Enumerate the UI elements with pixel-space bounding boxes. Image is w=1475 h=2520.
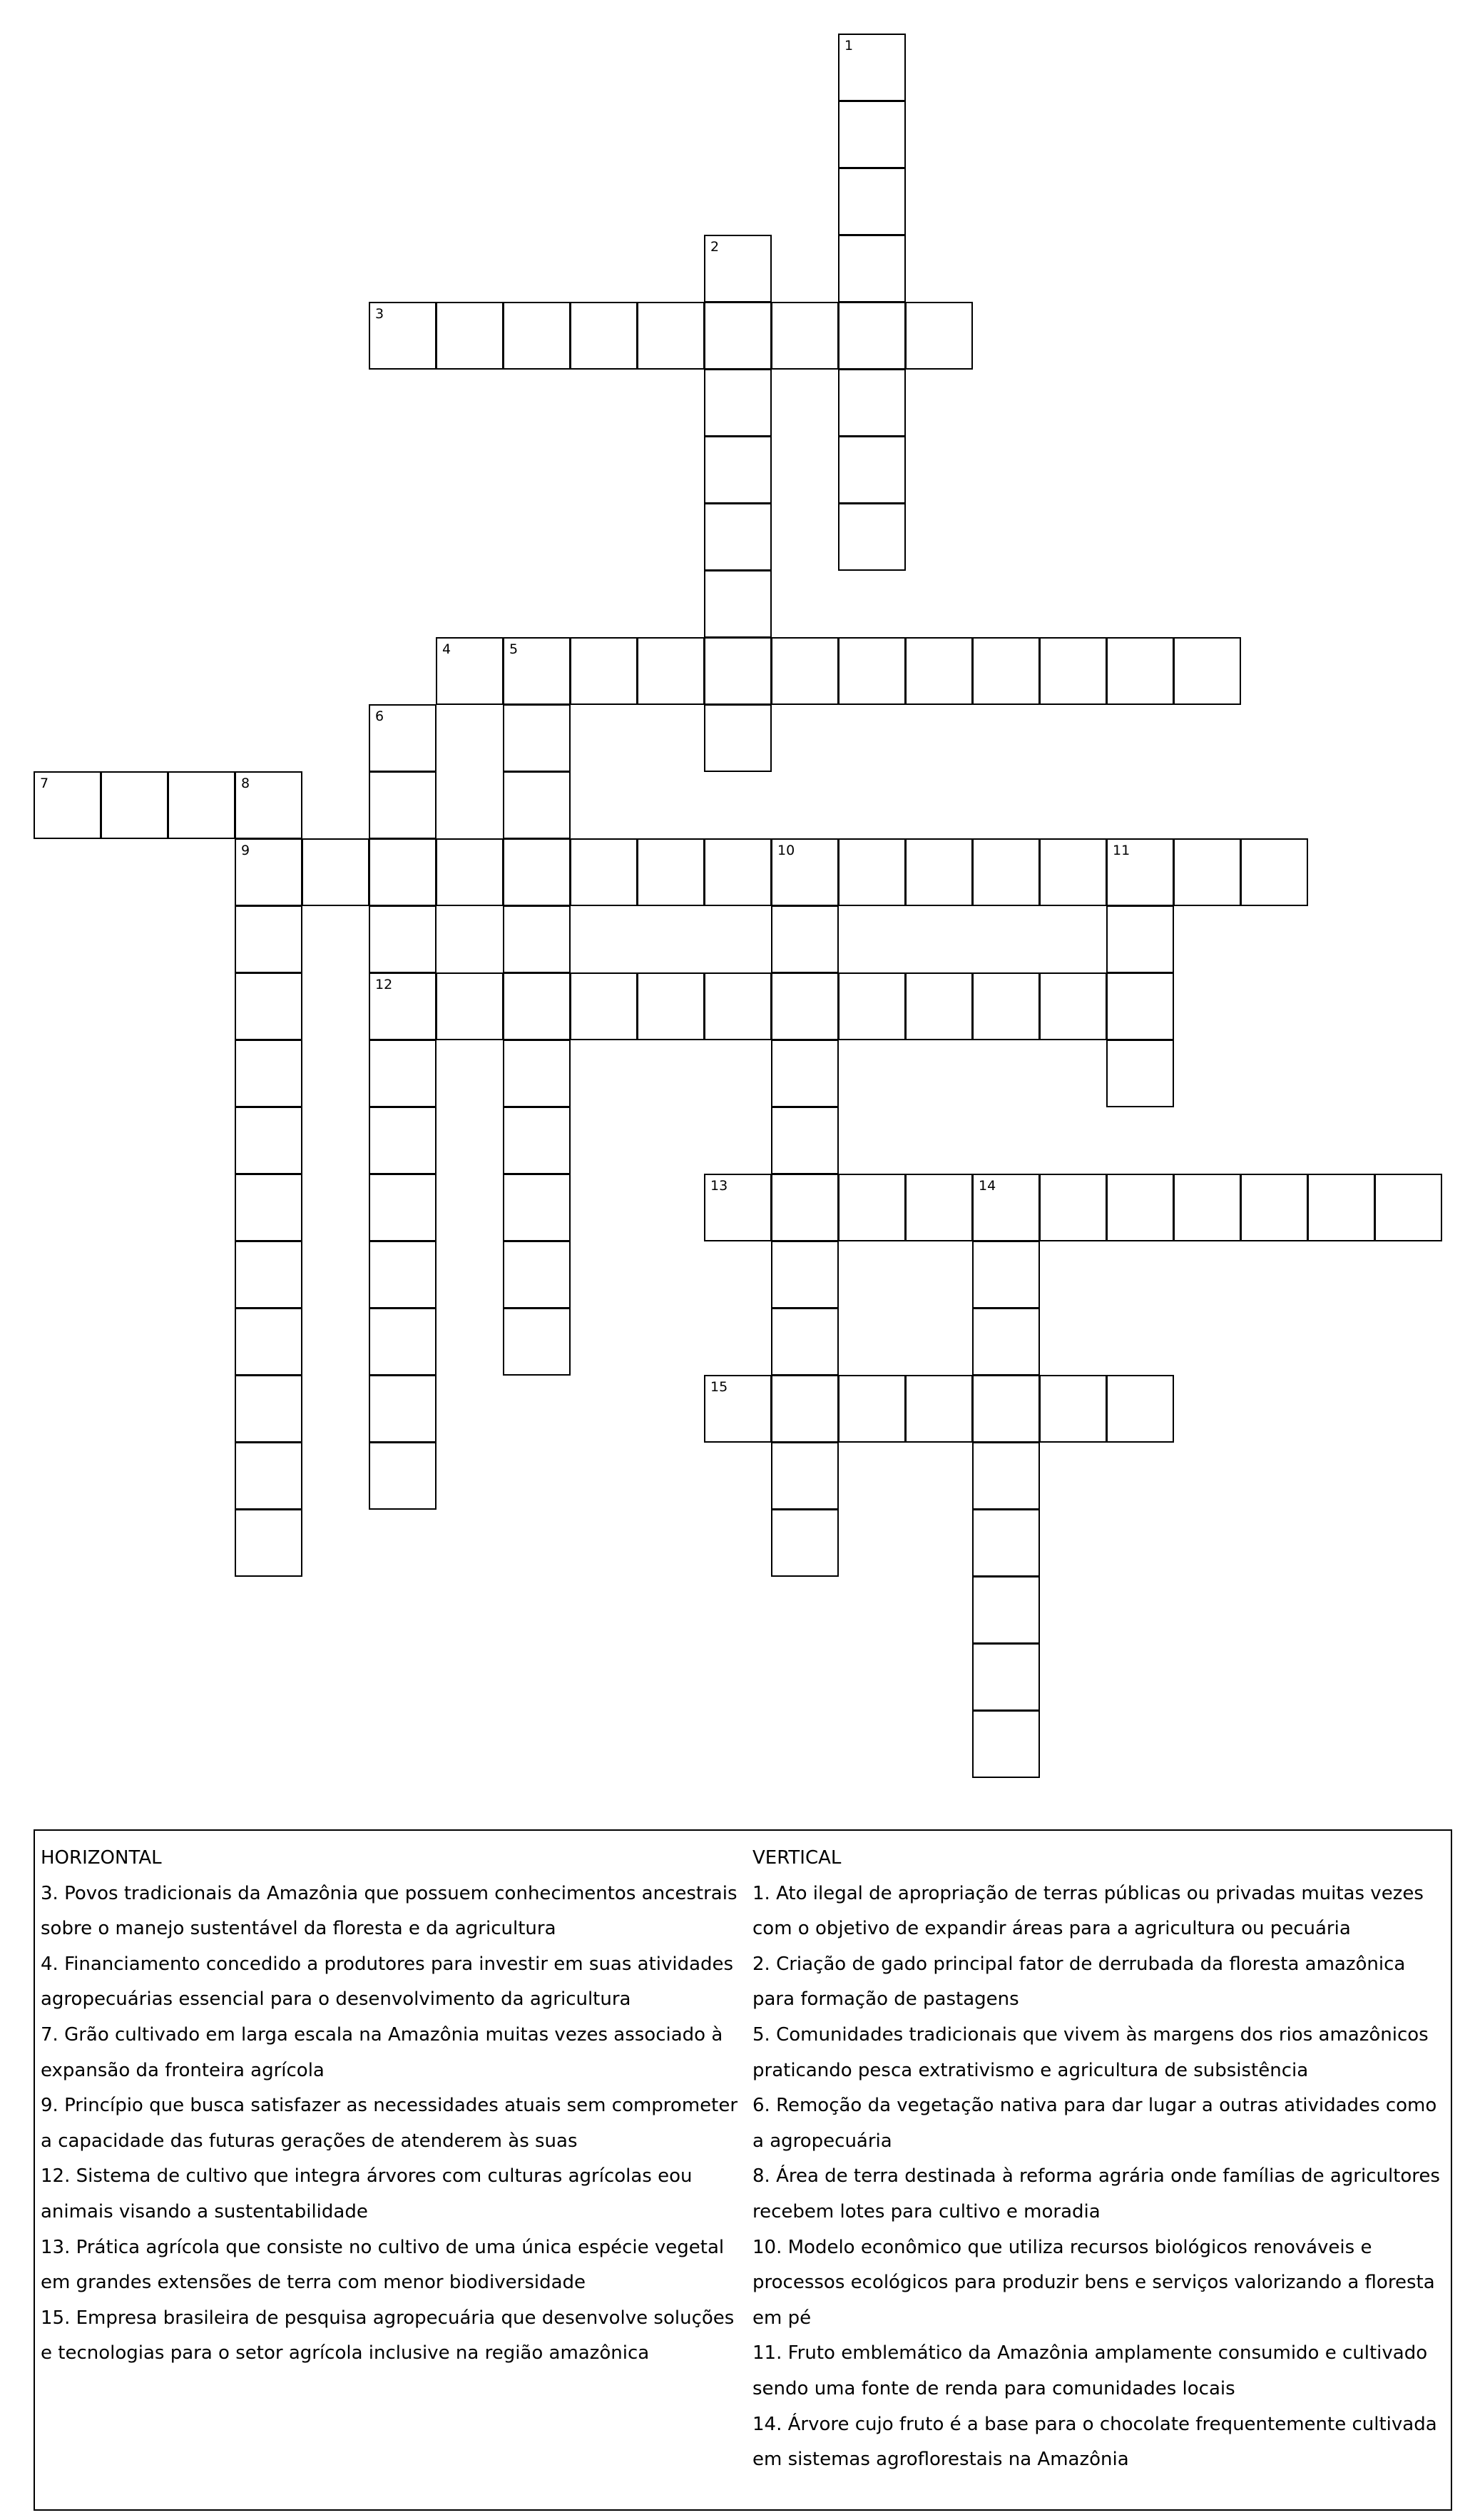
clues-box — [34, 1829, 1452, 2511]
clue-vertical-8: 8. Área de terra destinada à reforma agrária onde famílias de agricultores recebem lotes para cultivo e moradia — [752, 2165, 1440, 2222]
crossword-cell[interactable] — [905, 838, 973, 906]
crossword-cell[interactable] — [1374, 1174, 1442, 1241]
crossword-cell[interactable] — [302, 838, 369, 906]
crossword-cell[interactable] — [235, 905, 302, 973]
clue-number: 12 — [375, 977, 393, 992]
crossword-cell[interactable] — [369, 905, 437, 973]
crossword-cell[interactable] — [235, 1509, 302, 1577]
crossword-cell[interactable] — [637, 637, 705, 705]
crossword-cell[interactable] — [1307, 1174, 1375, 1241]
crossword-cell[interactable] — [1039, 838, 1107, 906]
crossword-cell[interactable] — [503, 905, 571, 973]
crossword-cell[interactable] — [905, 637, 973, 705]
crossword-cell[interactable] — [503, 771, 571, 839]
vertical-heading: VERTICAL — [752, 1847, 842, 1869]
crossword-cell[interactable] — [972, 1576, 1040, 1644]
crossword-cell[interactable] — [1173, 1174, 1241, 1241]
crossword-cell[interactable] — [570, 637, 638, 705]
crossword-cell[interactable] — [503, 972, 571, 1040]
crossword-cell[interactable] — [972, 1442, 1040, 1510]
crossword-cell[interactable] — [235, 1308, 302, 1376]
crossword-cell[interactable] — [369, 1241, 437, 1309]
crossword-cell[interactable] — [503, 1040, 571, 1107]
crossword-cell[interactable] — [972, 1509, 1040, 1577]
crossword-cell[interactable] — [838, 637, 906, 705]
crossword-cell[interactable] — [235, 972, 302, 1040]
clue-vertical-10: 10. Modelo econômico que utiliza recursos biológicos renováveis e processos ecológicos para produzir bens e serviços valorizando a floresta em pé — [752, 2236, 1435, 2329]
crossword-cell[interactable] — [637, 302, 705, 370]
crossword-cell[interactable] — [1106, 637, 1174, 705]
clue-number: 2 — [710, 239, 720, 255]
crossword-cell[interactable] — [570, 972, 638, 1040]
clue-number: 9 — [241, 843, 250, 858]
crossword-cell[interactable] — [369, 704, 437, 772]
clue-number: 13 — [710, 1178, 728, 1194]
crossword-cell[interactable] — [369, 1107, 437, 1174]
crossword-cell[interactable] — [503, 1107, 571, 1174]
crossword-cell[interactable] — [704, 570, 772, 638]
crossword-cell[interactable] — [972, 1241, 1040, 1309]
crossword-cell[interactable] — [972, 1375, 1040, 1443]
clue-number: 11 — [1113, 843, 1131, 858]
crossword-cell[interactable] — [1106, 1174, 1174, 1241]
crossword-cell[interactable] — [503, 302, 571, 370]
clue-number: 5 — [509, 641, 519, 657]
crossword-cell[interactable] — [1039, 637, 1107, 705]
crossword-cell[interactable] — [771, 1308, 839, 1376]
crossword-cell[interactable] — [771, 1040, 839, 1107]
clue-vertical-6: 6. Remoção da vegetação nativa para dar lugar a outras atividades como a agropecuária — [752, 2095, 1437, 2152]
clue-horizontal-7: 7. Grão cultivado em larga escala na Amazônia muitas vezes associado à expansão da fronteira agrícola — [41, 2023, 723, 2081]
crossword-cell[interactable] — [704, 503, 772, 571]
crossword-cell[interactable] — [503, 838, 571, 906]
crossword-cell[interactable] — [838, 101, 906, 168]
crossword-cell[interactable] — [905, 1174, 973, 1241]
crossword-cell[interactable] — [704, 369, 772, 437]
crossword-cell[interactable] — [369, 1375, 437, 1443]
clue-number: 6 — [375, 708, 384, 724]
crossword-cell[interactable] — [235, 1375, 302, 1443]
horizontal-clues — [41, 1841, 747, 2372]
crossword-cell[interactable] — [972, 1710, 1040, 1778]
crossword-cell[interactable] — [771, 972, 839, 1040]
crossword-cell[interactable] — [235, 1040, 302, 1107]
clue-vertical-14: 14. Árvore cujo fruto é a base para o chocolate frequentemente cultivada em sistemas agroflorestais na Amazônia — [752, 2413, 1437, 2471]
crossword-cell[interactable] — [369, 972, 437, 1040]
crossword-cell[interactable] — [1240, 838, 1308, 906]
crossword-cell[interactable] — [1106, 1040, 1174, 1107]
crossword-cell[interactable] — [1039, 972, 1107, 1040]
clue-horizontal-9: 9. Princípio que busca satisfazer as necessidades atuais sem comprometer a capacidade das futuras gerações de atenderem às suas — [41, 2095, 738, 2152]
crossword-cell[interactable] — [570, 302, 638, 370]
clue-number: 1 — [844, 38, 854, 54]
clue-vertical-11: 11. Fruto emblemático da Amazônia amplamente consumido e cultivado sendo uma fonte de renda para comunidades locais — [752, 2342, 1428, 2399]
crossword-cell[interactable] — [771, 1509, 839, 1577]
crossword-cell[interactable] — [637, 838, 705, 906]
crossword-cell[interactable] — [704, 704, 772, 772]
crossword-cell[interactable] — [704, 972, 772, 1040]
crossword-cell[interactable] — [972, 838, 1040, 906]
clue-number: 8 — [241, 776, 250, 791]
crossword-cell[interactable] — [570, 838, 638, 906]
crossword-cell[interactable] — [235, 771, 302, 839]
clue-number: 14 — [979, 1178, 996, 1194]
clue-vertical-2: 2. Criação de gado principal fator de derrubada da floresta amazônica para formação de pastagens — [752, 1953, 1406, 2011]
crossword-cell[interactable] — [838, 838, 906, 906]
crossword-cell[interactable] — [838, 235, 906, 303]
crossword-cell[interactable] — [704, 235, 772, 303]
crossword-cell[interactable] — [1039, 1375, 1107, 1443]
crossword-cell[interactable] — [235, 1174, 302, 1241]
crossword-cell[interactable] — [503, 637, 571, 705]
crossword-cell[interactable] — [771, 1107, 839, 1174]
crossword-cell[interactable] — [168, 771, 235, 839]
crossword-cell[interactable] — [771, 1442, 839, 1510]
crossword-cell[interactable] — [838, 302, 906, 370]
crossword-cell[interactable] — [369, 302, 437, 370]
crossword-cell[interactable] — [34, 771, 101, 839]
crossword-cell[interactable] — [369, 1174, 437, 1241]
crossword-cell[interactable] — [838, 1375, 906, 1443]
crossword-cell[interactable] — [704, 637, 772, 705]
vertical-clues — [752, 1841, 1448, 2478]
crossword-cell[interactable] — [771, 838, 839, 906]
crossword-cell[interactable] — [771, 637, 839, 705]
crossword-cell[interactable] — [771, 1375, 839, 1443]
crossword-cell[interactable] — [838, 369, 906, 437]
crossword-cell[interactable] — [503, 1241, 571, 1309]
crossword-cell[interactable] — [1173, 838, 1241, 906]
clue-number: 3 — [375, 306, 384, 322]
crossword-cell[interactable] — [1106, 1375, 1174, 1443]
clue-vertical-1: 1. Ato ilegal de apropriação de terras públicas ou privadas muitas vezes com o objetivo de expandir áreas para a agricultura ou pecuária — [752, 1882, 1424, 1940]
clue-horizontal-3: 3. Povos tradicionais da Amazônia que possuem conhecimentos ancestrais sobre o manejo sustentável da floresta e da agricultura — [41, 1882, 738, 1940]
crossword-cell[interactable] — [369, 771, 437, 839]
crossword-cell[interactable] — [1106, 972, 1174, 1040]
crossword-cell[interactable] — [838, 436, 906, 504]
crossword-cell[interactable] — [369, 1308, 437, 1376]
crossword-cell[interactable] — [369, 838, 437, 906]
crossword-cell[interactable] — [771, 1241, 839, 1309]
crossword-cell[interactable] — [704, 302, 772, 370]
crossword-cell[interactable] — [235, 1442, 302, 1510]
clue-vertical-5: 5. Comunidades tradicionais que vivem às margens dos rios amazônicos praticando pesca extrativismo e agricultura de subsistência — [752, 2023, 1429, 2081]
horizontal-heading: HORIZONTAL — [41, 1847, 162, 1869]
crossword-cell[interactable] — [1173, 637, 1241, 705]
crossword-cell[interactable] — [1039, 1174, 1107, 1241]
crossword-cell[interactable] — [436, 302, 504, 370]
crossword-cell[interactable] — [972, 1174, 1040, 1241]
crossword-cell[interactable] — [704, 1174, 772, 1241]
clue-number: 10 — [777, 843, 795, 858]
crossword-cell[interactable] — [771, 905, 839, 973]
crossword-cell[interactable] — [1106, 838, 1174, 906]
clue-number: 7 — [40, 776, 49, 791]
clue-number: 15 — [710, 1379, 728, 1395]
crossword-cell[interactable] — [704, 1375, 772, 1443]
crossword-cell[interactable] — [905, 302, 973, 370]
crossword-cell[interactable] — [235, 1107, 302, 1174]
crossword-cell[interactable] — [771, 1174, 839, 1241]
crossword-cell[interactable] — [838, 972, 906, 1040]
crossword-cell[interactable] — [972, 1643, 1040, 1711]
crossword-cell[interactable] — [1106, 905, 1174, 973]
crossword-cell[interactable] — [503, 704, 571, 772]
crossword-cell[interactable] — [369, 1442, 437, 1510]
crossword-cell[interactable] — [905, 1375, 973, 1443]
crossword-cell[interactable] — [838, 168, 906, 235]
clue-horizontal-15: 15. Empresa brasileira de pesquisa agropecuária que desenvolve soluções e tecnologias para o setor agrícola inclusive na região amazônica — [41, 2307, 735, 2364]
crossword-cell[interactable] — [838, 503, 906, 571]
crossword-cell[interactable] — [436, 838, 504, 906]
crossword-cell[interactable] — [972, 637, 1040, 705]
clue-horizontal-12: 12. Sistema de cultivo que integra árvores com culturas agrícolas eou animais visando a sustentabilidade — [41, 2165, 693, 2222]
crossword-cell[interactable] — [235, 1241, 302, 1309]
crossword-cell[interactable] — [972, 972, 1040, 1040]
crossword-cell[interactable] — [972, 1308, 1040, 1376]
crossword-cell[interactable] — [503, 1174, 571, 1241]
clue-horizontal-4: 4. Financiamento concedido a produtores para investir em suas atividades agropecuárias essencial para o desenvolvimento da agricultura — [41, 1953, 734, 2011]
crossword-cell[interactable] — [101, 771, 168, 839]
crossword-cell[interactable] — [704, 436, 772, 504]
clue-horizontal-13: 13. Prática agrícola que consiste no cultivo de uma única espécie vegetal em grandes extensões de terra com menor biodiversidade — [41, 2236, 725, 2294]
crossword-cell[interactable] — [369, 1040, 437, 1107]
crossword-cell[interactable] — [905, 972, 973, 1040]
crossword-cell[interactable] — [503, 1308, 571, 1376]
clue-number: 4 — [442, 641, 451, 657]
crossword-cell[interactable] — [436, 637, 504, 705]
crossword-cell[interactable] — [436, 972, 504, 1040]
crossword-cell[interactable] — [838, 1174, 906, 1241]
crossword-cell[interactable] — [771, 302, 839, 370]
crossword-cell[interactable] — [704, 838, 772, 906]
crossword-cell[interactable] — [838, 34, 906, 101]
crossword-cell[interactable] — [1240, 1174, 1308, 1241]
crossword-cell[interactable] — [235, 838, 302, 906]
crossword-cell[interactable] — [637, 972, 705, 1040]
